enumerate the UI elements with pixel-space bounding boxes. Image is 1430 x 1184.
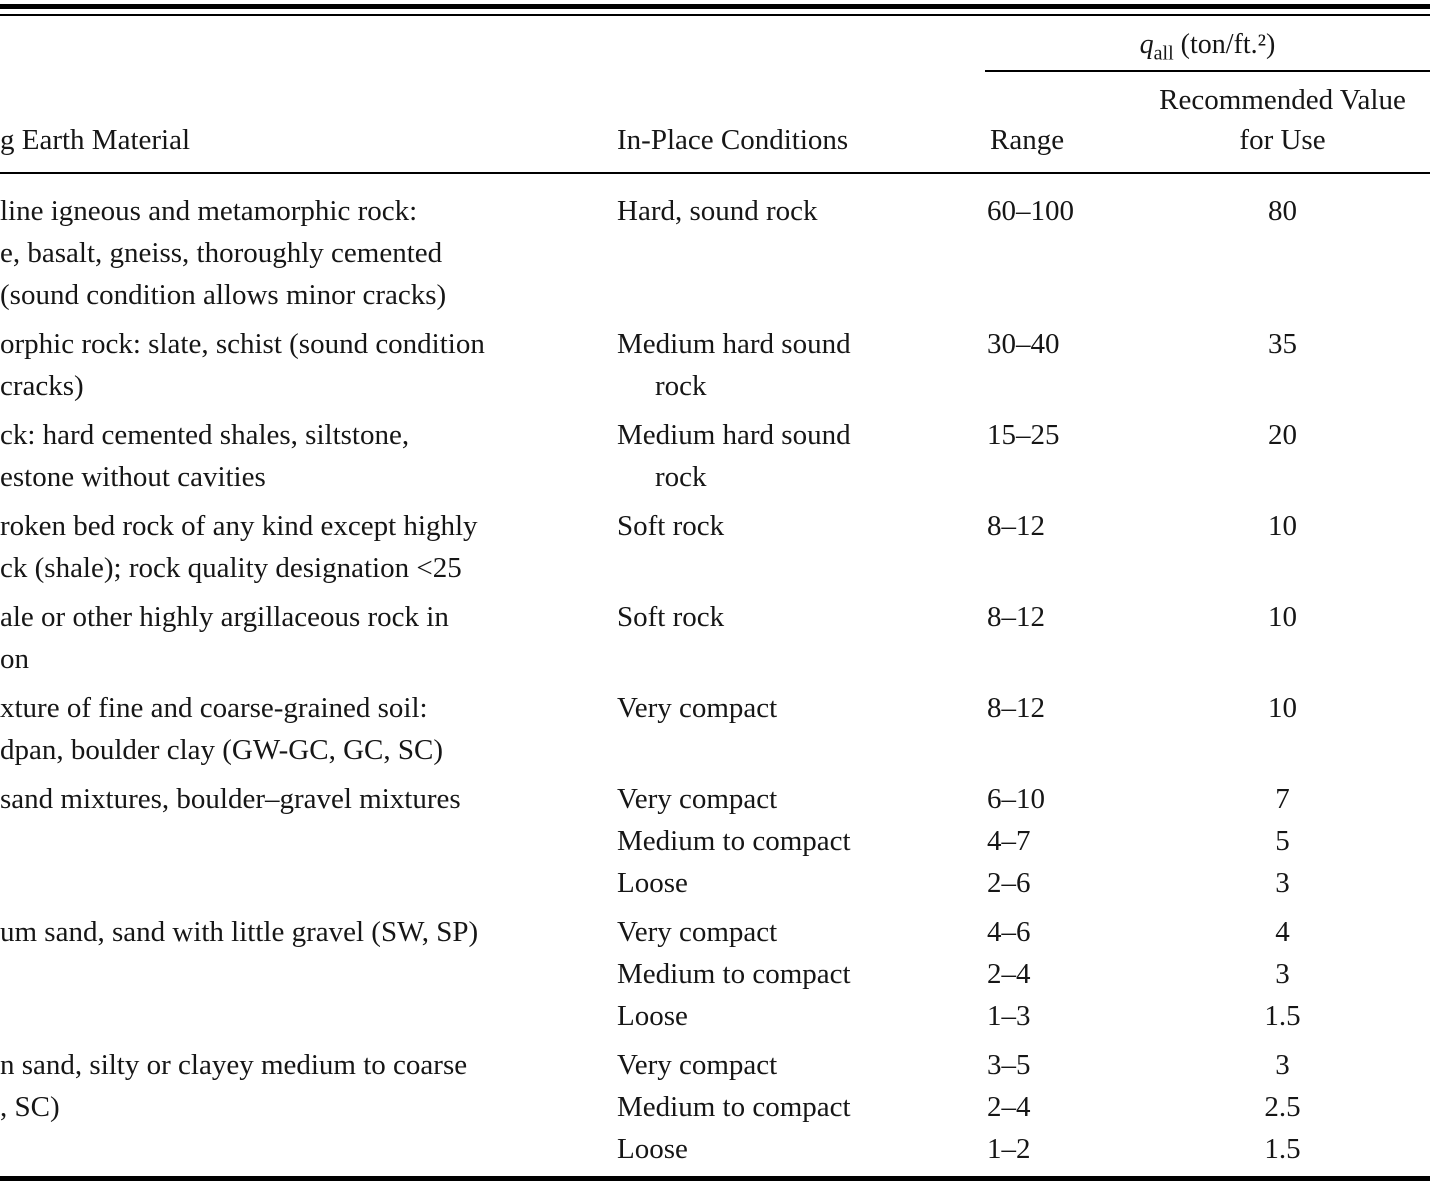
material-cell [0, 1044, 617, 1170]
recommended-value: 3 [1275, 867, 1290, 899]
material-cell [0, 190, 617, 316]
recommended-value: 2.5 [1264, 1091, 1301, 1123]
value-cell [1135, 687, 1430, 771]
table-row [0, 190, 1430, 316]
range-value: 2–4 [987, 958, 1031, 990]
range-value: 4–7 [987, 825, 1031, 857]
condition-line: Medium hard sound [617, 328, 851, 360]
col-header-material: g Earth Material [0, 124, 191, 156]
table-body [0, 174, 1430, 1170]
value-cell [1135, 1044, 1430, 1170]
condition-line: Loose [617, 1000, 688, 1032]
value-cell [1135, 323, 1430, 407]
range-cell [985, 505, 1135, 589]
condition-line: Loose [617, 1133, 688, 1165]
condition-line: Medium to compact [617, 1091, 851, 1123]
table-row [0, 414, 1430, 498]
material-line: line igneous and metamorphic rock: [0, 195, 418, 227]
range-value: 30–40 [987, 328, 1060, 360]
condition-line: Soft rock [617, 510, 725, 542]
recommended-value: 10 [1268, 510, 1297, 542]
range-value: 8–12 [987, 692, 1045, 724]
material-line: , SC) [0, 1091, 60, 1123]
recommended-value: 10 [1268, 601, 1297, 633]
range-cell [985, 323, 1135, 407]
conditions-cell [617, 911, 985, 1037]
condition-line: Soft rock [617, 601, 725, 633]
material-line: xture of fine and coarse-grained soil: [0, 692, 428, 724]
range-value: 1–3 [987, 1000, 1031, 1032]
recommended-value: 35 [1268, 328, 1297, 360]
condition-line: Very compact [617, 916, 778, 948]
range-value: 8–12 [987, 601, 1045, 633]
material-cell [0, 596, 617, 680]
range-cell [985, 596, 1135, 680]
value-cell [1135, 414, 1430, 498]
table-row [0, 687, 1430, 771]
col-header-recommended-line2: for Use [1239, 124, 1326, 156]
table-row [0, 778, 1430, 904]
recommended-value: 10 [1268, 692, 1297, 724]
value-cell [1135, 911, 1430, 1037]
conditions-cell [617, 505, 985, 589]
material-line: roken bed rock of any kind except highly [0, 510, 478, 542]
range-cell [985, 414, 1135, 498]
top-rule-thick [0, 4, 1430, 9]
condition-line: rock [655, 370, 707, 402]
column-header-row [0, 72, 1430, 172]
material-cell [0, 505, 617, 589]
range-cell [985, 911, 1135, 1037]
material-line: ale or other highly argillaceous rock in [0, 601, 449, 633]
condition-line: Very compact [617, 1049, 778, 1081]
table-row [0, 323, 1430, 407]
material-cell [0, 323, 617, 407]
condition-line: Very compact [617, 692, 778, 724]
col-header-conditions: In-Place Conditions [617, 124, 849, 156]
range-value: 60–100 [987, 195, 1074, 227]
range-cell [985, 1044, 1135, 1170]
condition-line: Medium hard sound [617, 419, 851, 451]
material-cell [0, 778, 617, 904]
range-value: 4–6 [987, 916, 1031, 948]
conditions-cell [617, 414, 985, 498]
material-line: sand mixtures, boulder–gravel mixtures [0, 783, 461, 815]
value-cell [1135, 778, 1430, 904]
material-line: on [0, 643, 29, 675]
range-value: 6–10 [987, 783, 1045, 815]
material-cell [0, 687, 617, 771]
value-cell [1135, 190, 1430, 316]
table-row [0, 911, 1430, 1037]
recommended-value: 80 [1268, 195, 1297, 227]
value-cell [1135, 596, 1430, 680]
conditions-cell [617, 596, 985, 680]
material-line: estone without cavities [0, 461, 266, 493]
table-row [0, 505, 1430, 589]
condition-line: Medium to compact [617, 825, 851, 857]
conditions-cell [617, 190, 985, 316]
qall-symbol: $q_{all}$ (ton/ft.²) [1139, 29, 1276, 65]
condition-line: Loose [617, 867, 688, 899]
range-value: 2–4 [987, 1091, 1031, 1123]
bottom-rule [0, 1176, 1430, 1181]
range-value: 2–6 [987, 867, 1031, 899]
material-line: (sound condition allows minor cracks) [0, 279, 447, 311]
recommended-value: 5 [1275, 825, 1290, 857]
material-line: n sand, silty or clayey medium to coarse [0, 1049, 468, 1081]
material-line: e, basalt, gneiss, thoroughly cemented [0, 237, 443, 269]
recommended-value: 4 [1275, 916, 1290, 948]
col-header-recommended-line1: Recommended Value [1159, 84, 1406, 116]
range-cell [985, 687, 1135, 771]
table-row [0, 1044, 1430, 1170]
col-header-recommended [1135, 80, 1430, 172]
range-cell [985, 778, 1135, 904]
range-value: 3–5 [987, 1049, 1031, 1081]
material-cell [0, 911, 617, 1037]
condition-line: Medium to compact [617, 958, 851, 990]
material-line: ck (shale); rock quality designation <25 [0, 552, 462, 584]
material-cell [0, 414, 617, 498]
range-value: 1–2 [987, 1133, 1031, 1165]
table-row [0, 596, 1430, 680]
qall-header [985, 16, 1430, 72]
material-line: cracks) [0, 370, 84, 402]
value-cell [1135, 505, 1430, 589]
col-header-range: Range [990, 124, 1065, 156]
qall-spanner-row [0, 16, 1430, 72]
recommended-value: 1.5 [1264, 1133, 1301, 1165]
condition-line: Very compact [617, 783, 778, 815]
recommended-value: 3 [1275, 1049, 1290, 1081]
recommended-value: 3 [1275, 958, 1290, 990]
material-line: um sand, sand with little gravel (SW, SP) [0, 916, 479, 948]
recommended-value: 7 [1275, 783, 1290, 815]
conditions-cell [617, 687, 985, 771]
condition-line: Hard, sound rock [617, 195, 818, 227]
conditions-cell [617, 1044, 985, 1170]
material-line: orphic rock: slate, schist (sound condition [0, 328, 485, 360]
range-value: 8–12 [987, 510, 1045, 542]
conditions-cell [617, 778, 985, 904]
condition-line: rock [655, 461, 707, 493]
recommended-value: 20 [1268, 419, 1297, 451]
recommended-value: 1.5 [1264, 1000, 1301, 1032]
range-cell [985, 190, 1135, 316]
material-line: ck: hard cemented shales, siltstone, [0, 419, 410, 451]
conditions-cell [617, 323, 985, 407]
range-value: 15–25 [987, 419, 1060, 451]
material-line: dpan, boulder clay (GW-GC, GC, SC) [0, 734, 443, 766]
